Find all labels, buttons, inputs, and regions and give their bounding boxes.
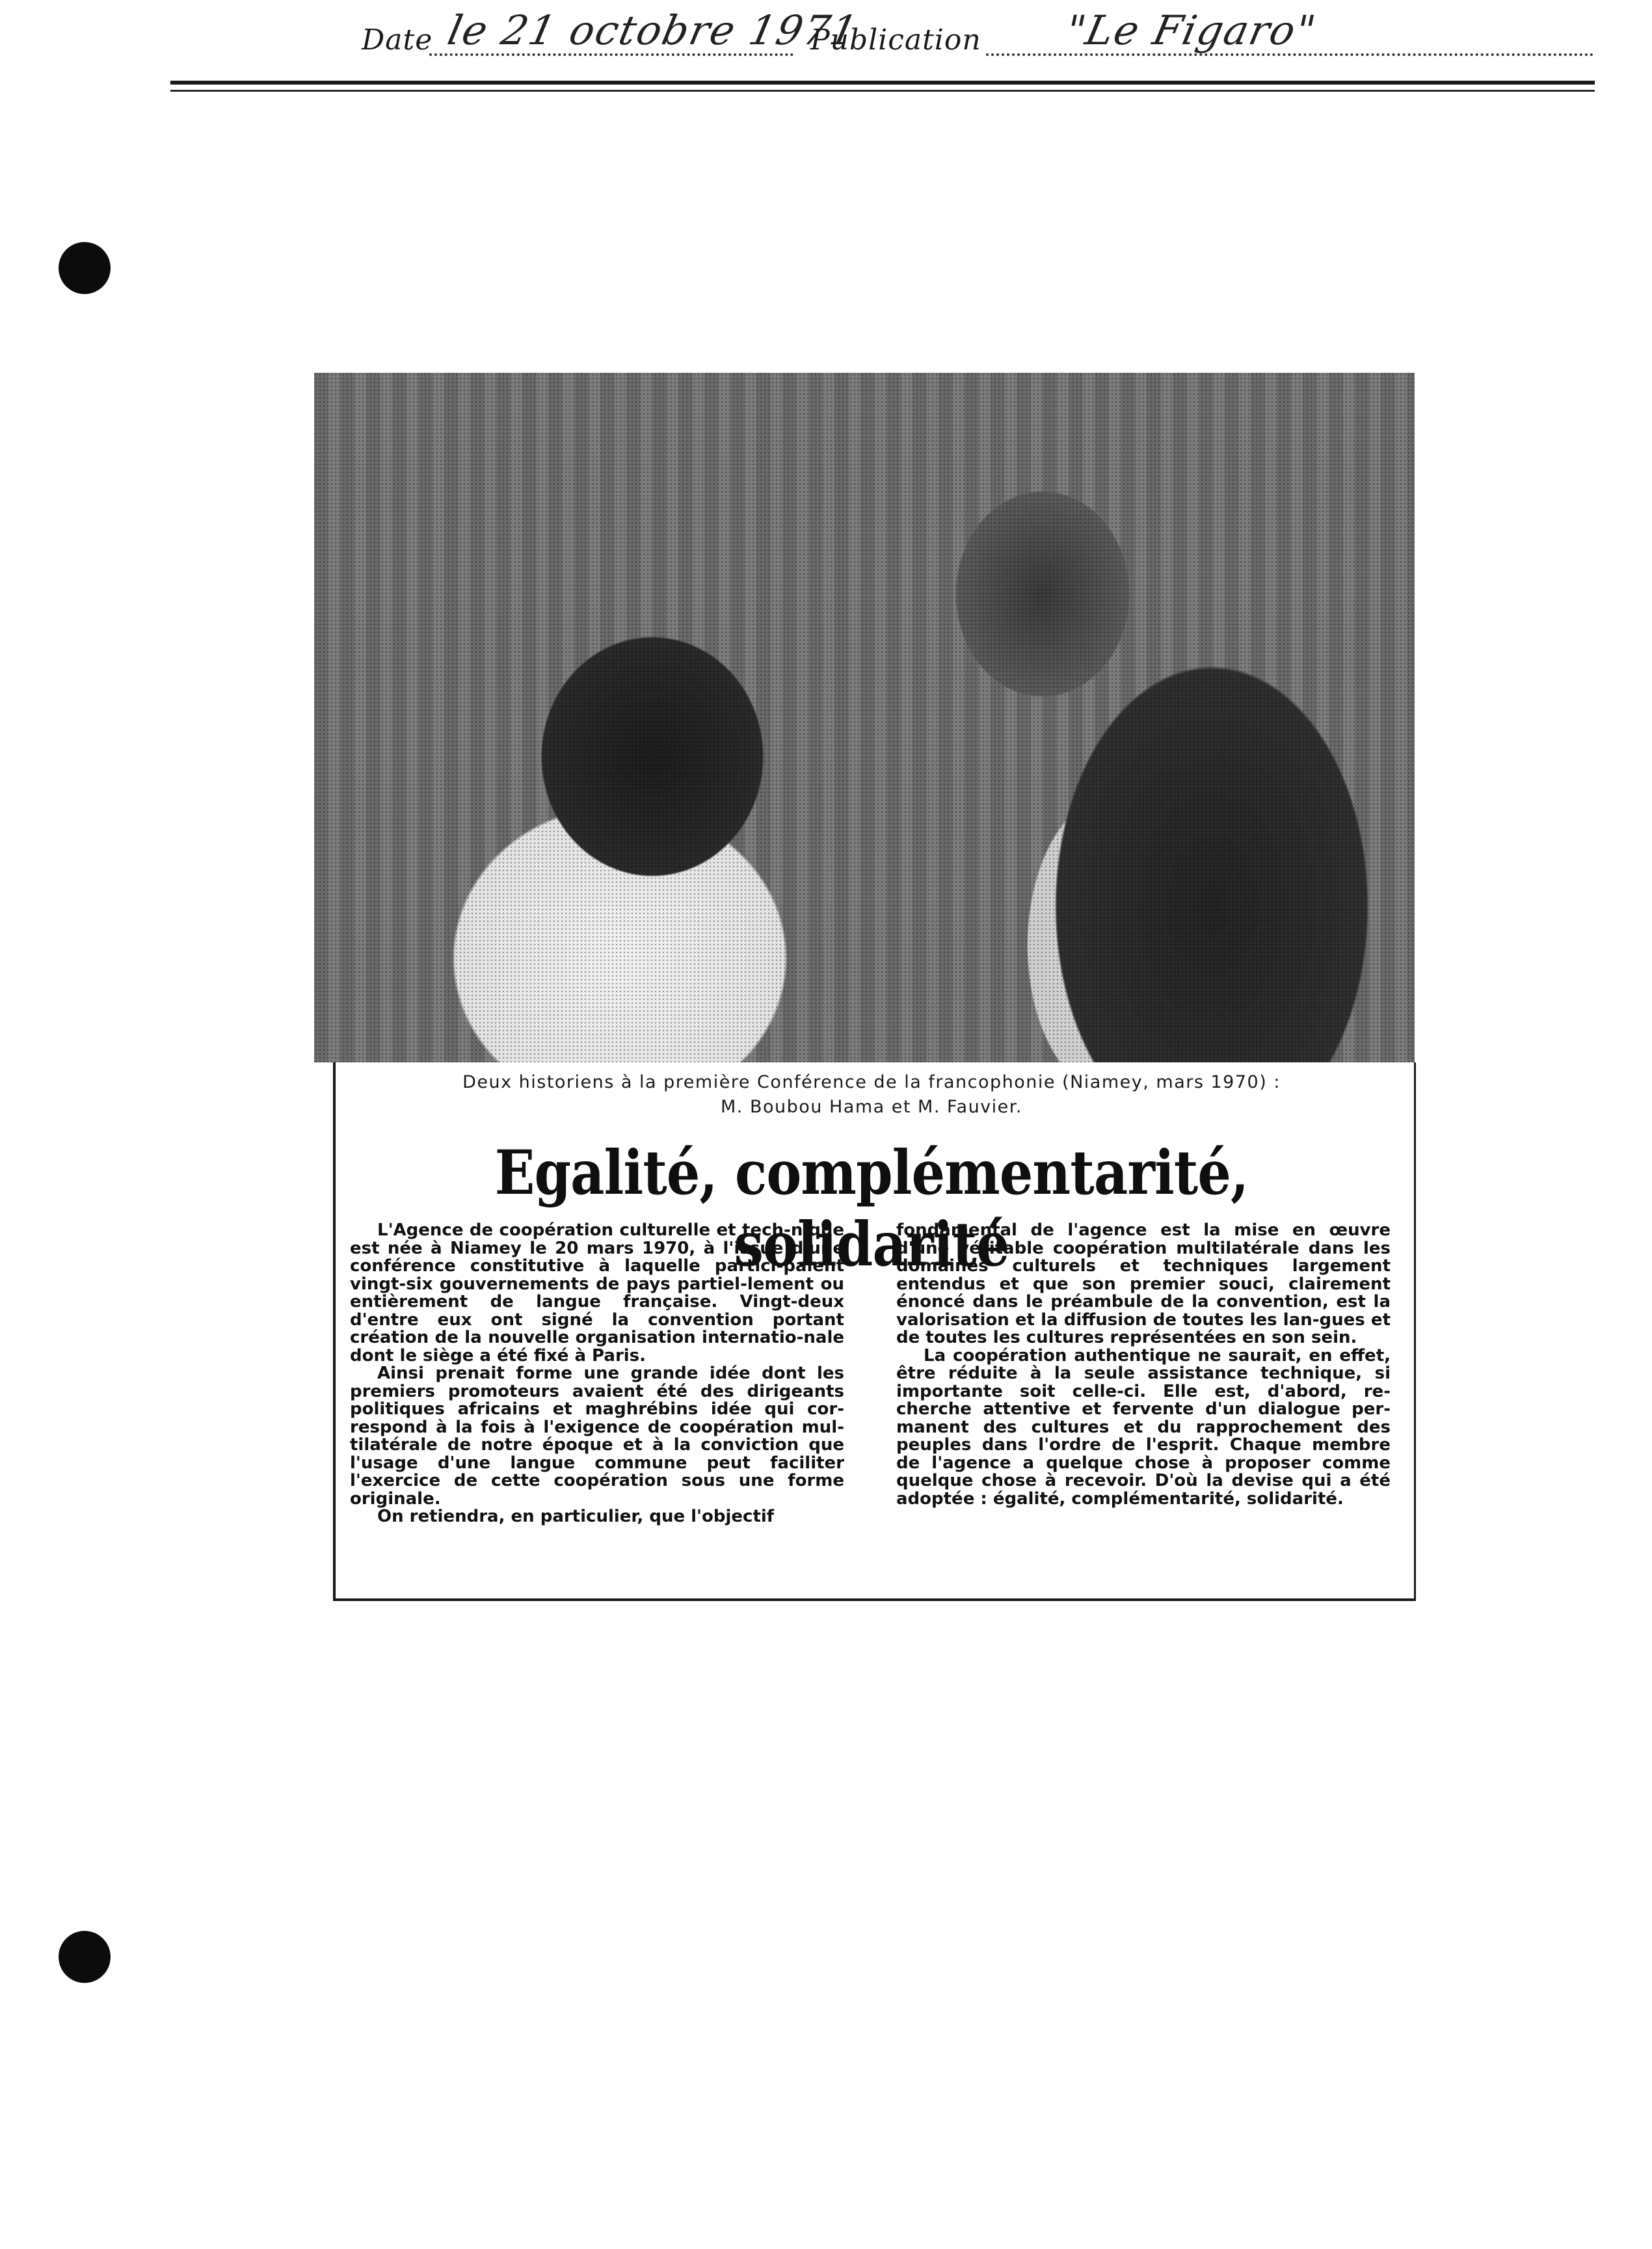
- article-column-2: [896, 1222, 1391, 1508]
- paragraph: La coopération authentique ne saurait, en effet, être réduite à la seule assistance technique, si importante soit celle-ci. Elle est, d'abord, re-cherche attentive et fervente d'un dialogue per-manent des cultures et du rapprochement des peuples dans l'ordre de l'esprit. Chaque membre de l'agence a quelque chose à proposer comme quelque chose à recevoir. D'où la devise qui a été adoptée : égalité, complémentarité, solidarité.: [896, 1345, 1391, 1509]
- publication-handwritten: "Le Figaro": [1061, 7, 1321, 54]
- photo-caption-line2: M. Boubou Hama et M. Fauvier.: [721, 1097, 1022, 1117]
- date-handwritten: le 21 octobre 1971: [444, 7, 863, 54]
- article-headline: Egalité, complémentarité, solidarité: [494, 1137, 1249, 1280]
- punch-hole-bottom: [59, 1931, 111, 1983]
- paragraph: Ainsi prenait forme une grande idée dont les premiers promoteurs avaient été des dirigeants politiques africains et maghrébins idée qui cor-respond à la fois à l'exigence de coopération mul-tilatérale de notre époque et à la conviction que l'usage d'une langue commune peut faciliter l'exercice de cette coopération sous une forme originale.: [350, 1364, 844, 1509]
- article-photo: [314, 373, 1415, 1062]
- paragraph: On retiendra, en particulier, que l'objectif: [377, 1507, 775, 1526]
- header-rule-thin: [170, 90, 1595, 92]
- paragraph: fondamental de l'agence est la mise en œuvre d'une véritable coopération multilatérale dans les domaines culturels et techniques largement entendus et que son premier souci, clairement énoncé dans le préambule de la convention, est la valorisation et la diffusion de toutes les lan-gues et de toutes les cultures représentées en son sein.: [896, 1220, 1391, 1347]
- photo-caption-line1: Deux historiens à la première Conférence de la francophonie (Niamey, mars 1970) :: [462, 1072, 1281, 1092]
- publication-label: Publication: [810, 23, 981, 57]
- article-column-1: [350, 1222, 844, 1526]
- punch-hole-top: [59, 242, 111, 294]
- header-rule: [170, 81, 1595, 85]
- date-label: Date: [362, 23, 433, 57]
- paragraph: L'Agence de coopération culturelle et tech-nique est née à Niamey le 20 mars 1970, à l'issue d'une conférence constitutive à laquelle partici-paient vingt-six gouvernements de pays partiel-lement ou entièrement de langue française. Vingt-deux d'entre eux ont signé la convention portant création de la nouvelle organisation internatio-nale dont le siège a été fixé à Paris.: [350, 1220, 844, 1366]
